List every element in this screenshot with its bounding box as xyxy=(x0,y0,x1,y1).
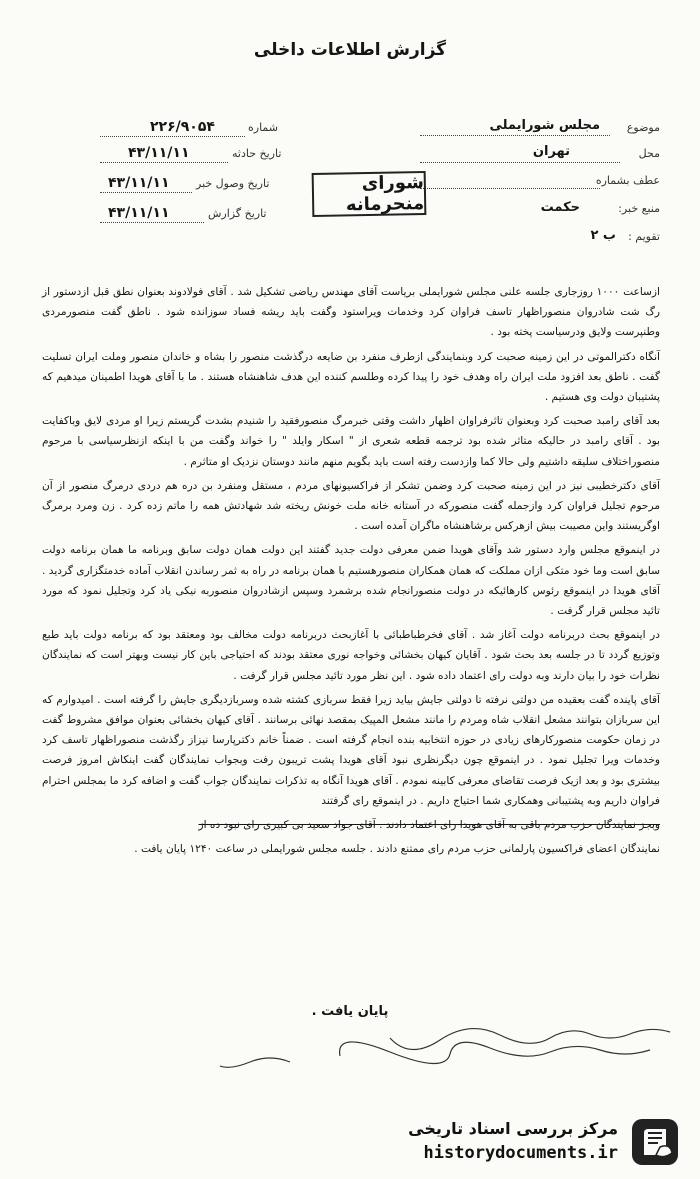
report-date-value: ۴۳/۱۱/۱۱ xyxy=(108,205,170,221)
event-date-label: تاریخ حادثه xyxy=(232,147,282,160)
paragraph-1: ازساعت ۱۰۰۰ روزجاری جلسه علنی مجلس شورایملی بریاست آقای مهندس ریاضی تشکیل شد . آقای فولادوند بعنوان نطق قبل ازدستور از رگ شت شادروان منصوراظهار تاسف فراوان کرد وخدمات ویراستود وگفت باید ریشه فساد سوزانده شود . ناطق گفت منصورمردی وطنپرست ولایق ودرسیاست پخته بود . xyxy=(42,286,660,339)
number-value: ۲۲۶/۹۰۵۴ xyxy=(150,119,215,135)
document-title: گزارش اطلاعات داخلی xyxy=(253,40,447,60)
source-label: منبع خبر: xyxy=(618,202,660,215)
paragraph-2: آنگاه دکترالموتی در این زمینه صحبت کرد وبنمایندگی ازطرف منفرد بن ضایعه درگذشت منصور را بشاه و خاندان منصور وملت ایران تسلیت گفت . ناطق بعد افزود ملت ایران راه وهدف خود را پیدا کرده وطلسم کننده این هدف شاهنشاه هستند . ما با آقای هویدا اطمینان میدهیم که پشتیبان دولت وی هستیم . xyxy=(42,350,660,404)
ref-label: عطف بشماره xyxy=(595,174,660,187)
paragraph-3: بعد آقای رامبد صحبت کرد وبعنوان تاثرفراوان اظهار داشت وقتی خبرمرگ منصورفقید را شنیدم بشدت گریستم زیرا او مردی لایق وباکفایت بود . آقای رامبد در حالیکه متاثر شده بود ترجمه قطعه شعری از " اسکار وایلد " را خواند وگفت من با اینکه ازنظرسیاسی با مرحوم منصوراختلاف سلیقه داشتیم ولی حالا کما وازدست رفته است باید بگویم منهم مانند دوستان نزدیک او متاثرم . xyxy=(42,415,660,468)
handwritten-notes xyxy=(90,1022,690,1082)
paragraph-4: آقای دکترخطیبی نیز در این زمینه صحبت کرد وضمن تشکر از فراکسیونهای مردم ، مستقل ومنفرد بن دره هم دردی درمرگ منصور از آن مرحوم تجلیل فراوان کرد وازجمله گفت منصورکه در آستانه خانه ملت خونش ریخته شد شهادتش همه را ماتم زده کرد . زن ومرد برمرگ اوگریستند واین مصیبت بیش ازهرکس برشاهنشاه ماگران آمده است . xyxy=(42,479,660,533)
event-date-value: ۴۳/۱۱/۱۱ xyxy=(128,145,190,161)
archive-logo-icon xyxy=(630,1117,680,1167)
archive-url: historydocuments.ir xyxy=(423,1143,618,1163)
end-mark: پایان یافت . xyxy=(311,1004,389,1019)
report-date-label: تاریخ گزارش xyxy=(208,207,267,220)
paragraph-5: در اینموقع مجلس وارد دستور شد وآقای هویدا ضمن معرفی دولت جدید گفتند این دولت همان دولت سابق وبرنامه ما همان برنامه دولت سابق است وما خود متکی ازان مملکت که همان همکاران منصورهستیم با همان برنامه در راه به ثمر رساندن انقلاب آماده خدمتگزاری گردید . آقای هویدا در اینموقع رئوس کارهائیکه در دولت منصورانجام شده برشمرد وسپس ازشادروان منصوربه نیکی یاد کرد وتجلیل نمود که مورد تائید مجلس قرار گرفت . xyxy=(42,544,660,618)
paragraph-9: نمایندگان اعضای فراکسیون پارلمانی حزب مردم رای ممتنع دادند . جلسه مجلس شورایملی در ساعت ۱۲۴۰ پایان یافت . xyxy=(134,843,660,856)
source-value: حکمت xyxy=(540,200,580,215)
number-label: شماره xyxy=(248,121,279,134)
receipt-date-dotline xyxy=(100,192,192,193)
rating-value: ب ۲ xyxy=(590,228,616,243)
place-label: محل xyxy=(638,147,660,160)
place-dotline xyxy=(420,162,620,163)
report-date-dotline xyxy=(100,222,204,223)
receipt-date-label: تاریخ وصول خبر xyxy=(196,177,270,190)
paragraph-6: در اینموقع بحث دربرنامه دولت آغاز شد . آقای فخرطباطبائی با آغازبحث دربرنامه دولت مخالف بود ومعتقد بود که برنامه دولت باید طبع وتوزیع گردد تا در جلسه بعد بحث شود . آقایان کیهان بخشائی وخواجه نوری معتقد بودند که احتیاجی باین کار نیست وبهتر است که نمایندگان نظرات خود را بیان دارند وبه دولت رای اعتماد داده شود . این نظر مورد تائید مجلس قرار گرفت . xyxy=(42,629,660,682)
number-dotline xyxy=(100,136,245,137)
archive-name: مرکز بررسی اسناد تاریخی xyxy=(408,1119,618,1138)
rating-label: تقویم : xyxy=(628,230,660,243)
subject-label: موضوع xyxy=(626,121,660,134)
subject-value: مجلس شورایملی xyxy=(489,118,600,133)
report-body xyxy=(42,282,660,863)
place-value: تهران xyxy=(532,144,570,159)
paragraph-7: آقای پاینده گفت بعقیده من دولتی نرفته تا دولتی جایش بیاید زیرا فقط سربازی کشته شده وسربازدیگری جایش را گرفته است . امیدوارم که این سربازان بتوانند مشعل انقلاب شاه ومردم را مانند مشعل المپیک بمقصد نهائی برسانند . آقای کیهان بخشائی بعنوان موافق مشروط گفت در زمان حکومت منصورکارهای زیادی در حوزه انتخابیه بنده انجام گرفته است . ضمناً خانم دکترپارسا نیزاز رگذشت منصوراظهار تاسف کرد وخدمات ویرا تجلیل نمود . در اینموقع چون دیگرنظری نبود آقای هویدا پشت تریبون رفت وبجواب نمایندگان گفت اینکاش امروز فرصت بیشتری بود و بعد ازیک فرصت تقاضای معرفی کابینه نمودم . آقای هویدا آنگاه به تذکرات نمایندگان جواب گفت و اضافه کرد ما بمجلس احترام فراوان داریم وبه پشتیبانی وهمکاری شما احتیاج داریم . در اینموقع رای گرفتند xyxy=(42,693,660,807)
ref-dotline xyxy=(420,188,600,189)
archive-watermark xyxy=(400,1113,690,1171)
event-date-dotline xyxy=(100,162,228,163)
paragraph-struck: وبجز نمایندگان حزب مردم باقی به آقای هویدا رای اعتماد دادند . آقای جواد سعید بی کبیری رای نبود ده از xyxy=(198,819,660,832)
subject-dotline xyxy=(420,135,610,136)
handwriting-scribbles xyxy=(90,1022,690,1082)
receipt-date-value: ۴۳/۱۱/۱۱ xyxy=(108,175,170,191)
confidential-stamp: شورای منحرمانه xyxy=(312,171,427,217)
